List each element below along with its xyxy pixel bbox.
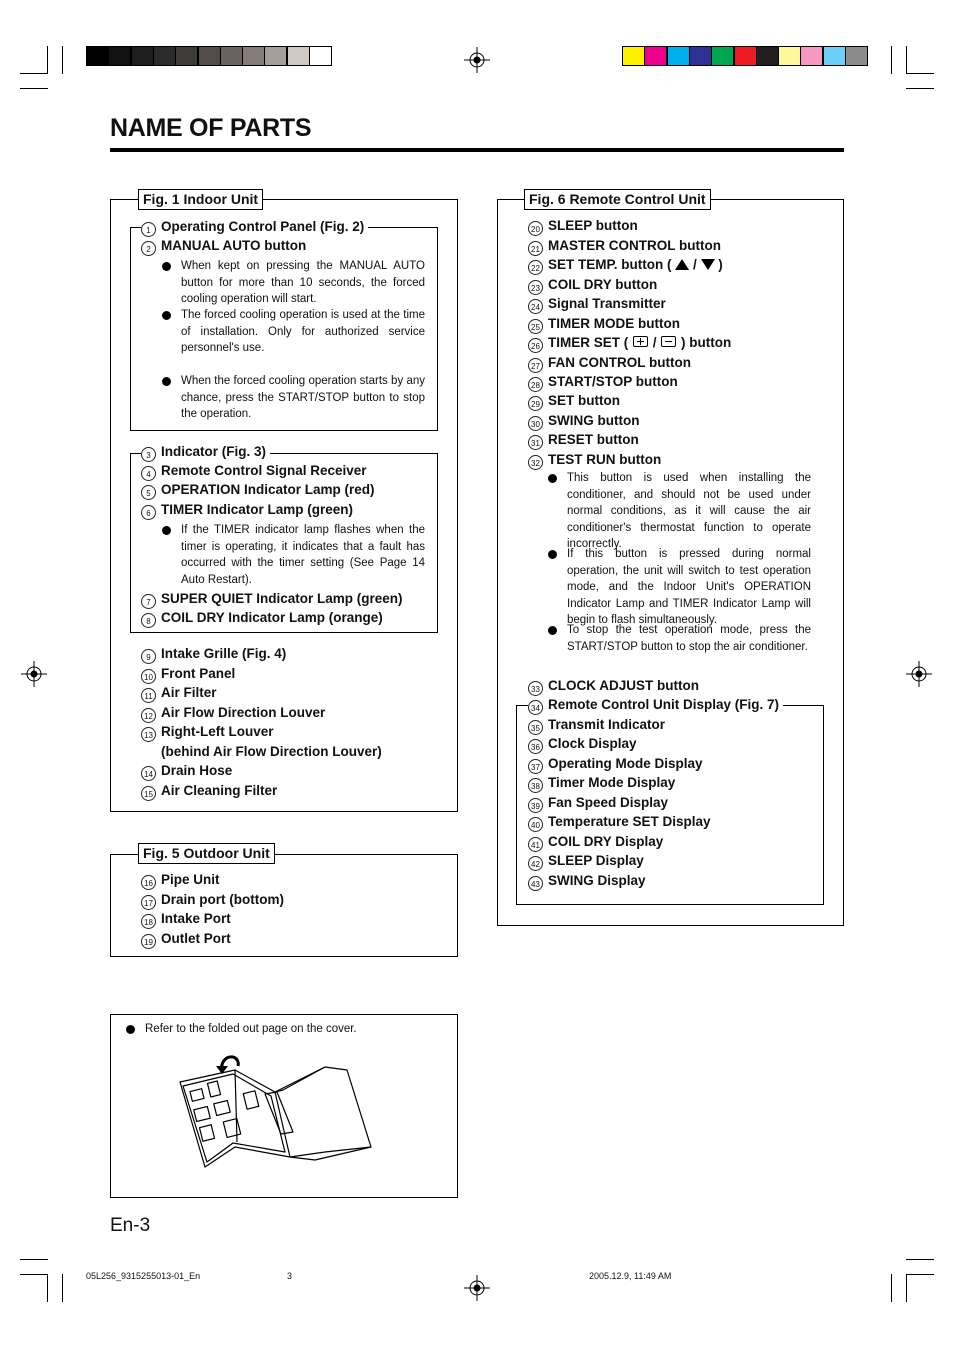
color-swatch [287,46,310,66]
color-swatch [264,46,287,66]
crop-mark [906,1274,907,1302]
fig6-item-32: 32 TEST RUN button [528,452,661,470]
fig1-item-7: 7 SUPER QUIET Indicator Lamp (green) [141,591,403,609]
color-swatch [778,46,801,66]
footer-timestamp: 2005.12.9, 11:49 AM [589,1271,672,1281]
footer-page: 3 [287,1271,293,1281]
color-swatch [220,46,243,66]
color-swatch [800,46,823,66]
color-swatch [622,46,645,66]
fig6-item-23: 23 COIL DRY button [528,277,657,295]
fig6-item-24: 24 Signal Transmitter [528,296,666,314]
color-swatch [756,46,779,66]
crop-mark [906,88,934,89]
crop-mark [906,1274,934,1275]
crop-mark [906,73,934,74]
color-swatch [153,46,176,66]
title-rule [110,148,844,152]
page-title: NAME OF PARTS [110,114,312,142]
crop-mark [20,88,48,89]
fig6-item-40: 40 Temperature SET Display [528,814,711,832]
fig6-item-27: 27 FAN CONTROL button [528,355,691,373]
fig1-item-4: 4 Remote Control Signal Receiver [141,463,367,481]
fig6-item-28: 28 START/STOP button [528,374,678,392]
fig6-item-37: 37 Operating Mode Display [528,756,703,774]
fig5-item-17: 17 Drain port (bottom) [141,892,284,910]
manual-auto-note: The forced cooling operation is used at the time of installation. Only for authorized service personnel's use. [181,307,425,357]
curved-arrow-icon [216,1052,242,1074]
fig1-item-10: 10 Front Panel [141,666,235,684]
color-swatch [198,46,221,66]
fig1-item-14: 14 Drain Hose [141,763,232,781]
fig6-item-36: 36 Clock Display [528,736,637,754]
fig6-item-22: 22 SET TEMP. button ( / ) [528,257,723,275]
fig5-item-16: 16 Pipe Unit [141,872,220,890]
fig6-item-33: 33 CLOCK ADJUST button [528,678,699,696]
color-swatch [108,46,131,66]
triangle-down-icon [701,259,715,270]
crop-mark [47,1274,48,1302]
fig1-item-9: 9 Intake Grille (Fig. 4) [141,646,286,664]
crop-mark [891,46,892,74]
fig6-item-38: 38 Timer Mode Display [528,775,675,793]
manual-auto-note: When the forced cooling operation starts by any chance, press the START/STOP button to stop the operation. [181,373,425,423]
fig6-caption: Fig. 6 Remote Control Unit [524,189,711,210]
crop-mark [62,1274,63,1302]
fig1-item-11: 11 Air Filter [141,685,217,703]
fig1-item-1: 1 Operating Control Panel (Fig. 2) [141,219,368,237]
registration-mark-icon [464,1275,490,1301]
footer-file-id: 05L256_9315255013-01_En [86,1271,201,1281]
fig1-item-6: 6 TIMER Indicator Lamp (green) [141,502,353,520]
color-swatch [823,46,846,66]
color-swatch [644,46,667,66]
fig1-caption: Fig. 1 Indoor Unit [138,189,263,210]
crop-mark [906,46,907,74]
fig6-item-29: 29 SET button [528,393,620,411]
crop-mark [20,1259,48,1260]
fig1-item-2: 2 MANUAL AUTO button [141,238,306,256]
fig6-item-43: 43 SWING Display [528,873,646,891]
registration-mark-icon [906,661,932,687]
color-swatch [845,46,868,66]
color-swatch [86,46,109,66]
fig5-item-19: 19 Outlet Port [141,931,231,949]
open-book-icon [175,1052,375,1172]
fig6-item-26: 26 TIMER SET ( / ) button [528,335,731,353]
fig6-item-34: 34 Remote Control Unit Display (Fig. 7) [528,697,783,715]
fig1-item-5: 5 OPERATION Indicator Lamp (red) [141,482,375,500]
test-run-note: To stop the test operation mode, press the START/STOP button to stop the air conditioner. [567,622,811,655]
fig6-item-31: 31 RESET button [528,432,639,450]
color-swatch [667,46,690,66]
fig1-item-13-detail: (behind Air Flow Direction Louver) [161,744,382,759]
minus-button-icon [661,336,676,347]
triangle-up-icon [675,259,689,270]
crop-mark [47,46,48,74]
color-swatch [309,46,332,66]
color-swatch [131,46,154,66]
test-run-note: If this button is pressed during normal operation, the unit will switch to test operation mode, and the Indoor Unit's OPERATION Indicator Lamp and TIMER Indicator Lamp will begin to flash simultaneously. [567,546,811,629]
fig1-item-12: 12 Air Flow Direction Louver [141,705,325,723]
color-swatch [175,46,198,66]
crop-mark [20,1274,48,1275]
color-swatch [242,46,265,66]
fig1-item-15: 15 Air Cleaning Filter [141,783,277,801]
color-swatch [711,46,734,66]
fig6-item-30: 30 SWING button [528,413,639,431]
crop-mark [891,1274,892,1302]
fig5-item-18: 18 Intake Port [141,911,231,929]
page-number: En-3 [110,1215,151,1236]
fig1-item-13: 13 Right-Left Louver [141,724,274,742]
crop-mark [906,1259,934,1260]
plus-button-icon [633,336,648,347]
fig6-item-41: 41 COIL DRY Display [528,834,663,852]
registration-mark-icon [21,661,47,687]
fig6-item-35: 35 Transmit Indicator [528,717,665,735]
fig6-item-20: 20 SLEEP button [528,218,638,236]
fig1-item-8: 8 COIL DRY Indicator Lamp (orange) [141,610,383,628]
manual-auto-note: When kept on pressing the MANUAL AUTO button for more than 10 seconds, the forced cooling operation will start. [181,258,425,308]
fig6-item-21: 21 MASTER CONTROL button [528,238,721,256]
color-swatch [689,46,712,66]
crop-mark [20,73,48,74]
crop-mark [62,46,63,74]
cover-note: Refer to the folded out page on the cover. [145,1021,435,1038]
fig6-item-39: 39 Fan Speed Display [528,795,668,813]
timer-note: If the TIMER indicator lamp flashes when the timer is operating, it indicates that a fault has occurred with the timer setting (See Page 14 Auto Restart). [181,522,425,588]
color-swatch [734,46,757,66]
registration-mark-icon [464,47,490,73]
test-run-note: This button is used when installing the conditioner, and should not be used under normal conditions, as it will cause the air conditioner's thermostat function to operate incorrectly. [567,470,811,553]
fig5-caption: Fig. 5 Outdoor Unit [138,843,275,864]
fig6-item-42: 42 SLEEP Display [528,853,644,871]
fig6-item-25: 25 TIMER MODE button [528,316,680,334]
fig1-item-3: 3 Indicator (Fig. 3) [141,444,270,462]
